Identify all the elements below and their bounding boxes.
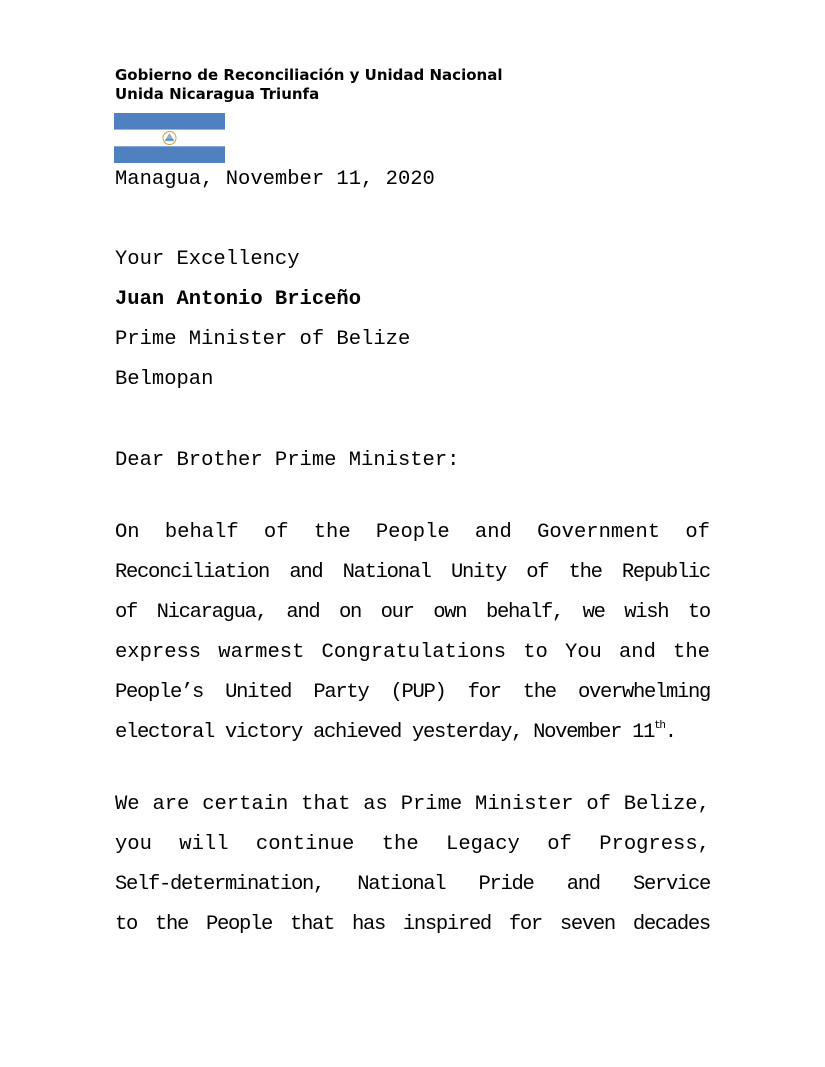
word: United [225,681,292,704]
date-line: Managua, November 11, 2020 [115,168,435,191]
word: Pride [478,873,534,896]
word: Unity [450,561,506,584]
word: the [313,521,351,544]
word: Government [537,521,661,544]
word: decades [632,913,710,936]
word: We [115,793,140,816]
word: of [526,561,549,584]
word: inspired [402,913,491,936]
p1-line [115,513,710,553]
word: of [115,601,138,624]
word: the [154,913,188,936]
word: the [568,561,602,584]
word: has [351,913,385,936]
letterhead-slogan: Unida Nicaragua Triunfa [115,85,320,103]
letterhead-government-name: Gobierno de Reconciliación y Unidad Nacional [115,66,503,84]
word: are [152,793,190,816]
word: behalf, [485,601,563,624]
recipient-city: Belmopan [115,368,214,391]
last-line-text: electoral victory achieved yesterday, November 11th [115,720,665,744]
word: to [523,641,548,664]
recipient-role: Prime Minister of Belize [115,328,411,351]
word: and [286,601,320,624]
word: you [115,833,152,856]
word: that [301,793,351,816]
ordinal-suffix: th [654,720,665,732]
p2-line [115,785,710,825]
nicaragua-flag-icon [114,113,225,163]
word: overwhelming [577,681,710,704]
p2-line [115,905,710,945]
p1-last-line [115,713,710,753]
word: People [375,521,450,544]
body-paragraph-2 [115,785,710,945]
letterhead [115,66,502,104]
word: People’s [115,681,204,704]
greeting: Dear Brother Prime Minister: [115,449,460,472]
word: and [474,521,512,544]
word: and [289,561,323,584]
word: for [467,681,501,704]
word: behalf [164,521,239,544]
word: our [380,601,414,624]
word: express [115,641,202,664]
p2-line [115,865,710,905]
word: Progress, [599,833,710,856]
p1-line [115,593,710,633]
word: (PUP) [390,681,446,704]
p1-line [115,633,710,673]
word: that [289,913,334,936]
word: the [381,833,419,856]
word: of [547,833,572,856]
word: Party [313,681,369,704]
word: of [685,521,710,544]
word: to [687,601,710,624]
p1-line [115,673,710,713]
word: warmest [218,641,305,664]
word: the [522,681,556,704]
word: Nicaragua, [156,601,267,624]
word: Self-determination, [115,873,325,896]
word: to [115,913,138,936]
word: we [582,601,605,624]
word: National [357,873,446,896]
word: of [586,793,611,816]
word: Service [632,873,710,896]
word: the [673,641,710,664]
word: Belize, [623,793,710,816]
word: own [433,601,467,624]
p2-line [115,825,710,865]
word: on [338,601,361,624]
word: National [342,561,431,584]
word: People [205,913,272,936]
word: will [179,833,229,856]
word: and [619,641,656,664]
word: On [115,521,140,544]
word: as [363,793,388,816]
word: Reconciliation [115,561,270,584]
word: seven [559,913,615,936]
body-paragraph-1 [115,513,710,753]
word: Congratulations [321,641,507,664]
word: certain [202,793,289,816]
word: of [263,521,289,544]
word: Minister [475,793,574,816]
word: wish [624,601,669,624]
p1-line [115,553,710,593]
word: continue [255,833,355,856]
word: Legacy [446,833,520,856]
word: Republic [621,561,710,584]
recipient-name: Juan Antonio Briceño [115,288,362,311]
word: for [508,913,542,936]
word: You [564,641,602,664]
salutation-title: Your Excellency [115,248,300,271]
period: . [664,721,676,744]
word: and [566,873,600,896]
word: Prime [400,793,463,816]
